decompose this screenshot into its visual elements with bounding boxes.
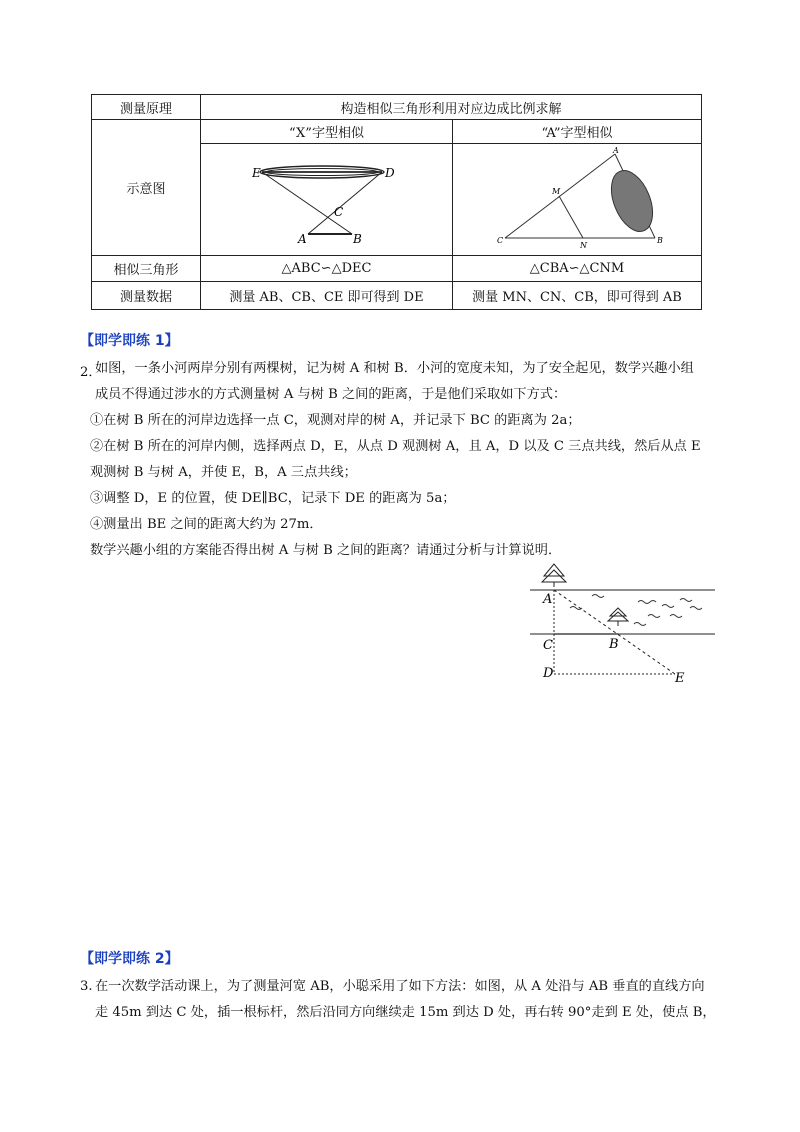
a-type-similar-figure — [457, 146, 697, 254]
label-e: E — [675, 671, 685, 685]
table-cell: △ABC∽△DEC — [201, 256, 453, 282]
table-cell: 示意图 — [92, 120, 201, 256]
label-e: E — [251, 165, 261, 180]
label-b: B — [657, 235, 663, 245]
table-row — [92, 95, 702, 120]
table-cell: 测量数据 — [92, 282, 201, 310]
table-cell: “X”字型相似 — [201, 120, 453, 144]
table-cell: 测量 MN、CN、CB，即可得到 AB — [453, 282, 702, 310]
question-number: 3. — [80, 979, 93, 994]
label-m: M — [552, 186, 561, 196]
x-type-diagram-cell — [201, 144, 453, 256]
label-a: A — [613, 145, 619, 155]
measurement-principle-table — [91, 94, 702, 310]
label-d: D — [384, 165, 395, 180]
label-c: C — [497, 235, 504, 245]
table-row — [92, 120, 702, 144]
question-text: 成员不得通过涉水的方式测量树 A 与树 B 之间的距离，于是他们采取如下方式： — [95, 387, 567, 402]
label-a: A — [297, 231, 307, 246]
table-row — [92, 256, 702, 282]
table-cell: 构造相似三角形利用对应边成比例求解 — [201, 95, 702, 120]
question-step: ④测量出 BE 之间的距离大约为 27m． — [90, 517, 323, 532]
question-text: 走 45m 到达 C 处，插一根标杆，然后沿同方向继续走 15m 到达 D 处，再右转 90°走到 E 处，使点 B， — [95, 1005, 716, 1020]
table-cell: △CBA∽△CNM — [453, 256, 702, 282]
question-step: 观测树 B 与树 A，并使 E，B，A 三点共线； — [90, 465, 357, 480]
label-d: D — [543, 666, 554, 681]
a-type-diagram-cell — [453, 144, 702, 256]
question-step: ②在树 B 所在的河岸内侧，选择两点 D，E，从点 D 观测树 A，且 A，D 以及 C 三点共线，然后从点 E — [90, 439, 701, 454]
question-text: 在一次数学活动课上，为了测量河宽 AB，小聪采用了如下方法：如图，从 A 处沿与 AB 垂直的直线方向 — [95, 979, 705, 994]
label-a: A — [543, 592, 553, 607]
table-cell: “A”字型相似 — [453, 120, 702, 144]
label-n: N — [580, 240, 587, 250]
table-cell: 测量原理 — [92, 95, 201, 120]
question-number: 2． — [80, 365, 102, 380]
question-step: ③调整 D，E 的位置，使 DE∥BC，记录下 DE 的距离为 5a； — [90, 491, 456, 506]
section-title-practice-2: 【即学即练 2】 — [80, 951, 179, 967]
label-b: B — [352, 231, 362, 246]
section-title-practice-1: 【即学即练 1】 — [80, 333, 179, 349]
question-prompt: 数学兴趣小组的方案能否得出树 A 与树 B 之间的距离？请通过分析与计算说明． — [90, 543, 562, 558]
question-text: 如图，一条小河两岸分别有两棵树，记为树 A 和树 B．小河的宽度未知，为了安全起见，数学兴趣小组 — [95, 361, 694, 376]
label-b: B — [609, 637, 619, 652]
table-row — [92, 282, 702, 310]
table-cell: 相似三角形 — [92, 256, 201, 282]
question-step: ①在树 B 所在的河岸边选择一点 C，观测对岸的树 A，并记录下 BC 的距离为 2a； — [90, 413, 581, 428]
x-type-similar-figure — [252, 150, 402, 250]
label-c: C — [543, 638, 553, 653]
table-cell: 测量 AB、CB、CE 即可得到 DE — [201, 282, 453, 310]
label-c: C — [333, 204, 343, 219]
river-measurement-figure — [530, 560, 720, 685]
